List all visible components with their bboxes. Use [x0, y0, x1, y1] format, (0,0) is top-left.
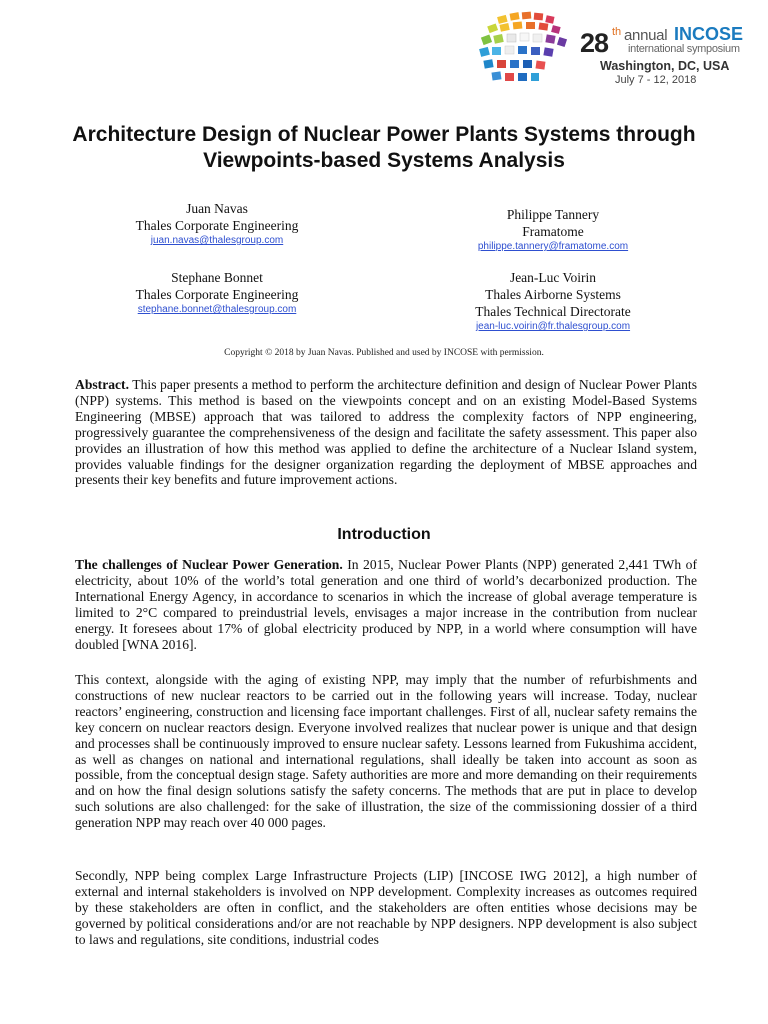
- author-name: Juan Navas: [186, 201, 248, 216]
- conference-logo: [470, 10, 760, 90]
- body-paragraph: Secondly, NPP being complex Large Infrastructure Projects (LIP) [INCOSE IWG 2012], a high number of external and internal stakeholders is involved on NPP development. Complexity increases as outcomes required by these stakeholders are often in conflict, and the stakeholders are often entities whose decisions may be governed by political considerations and/or are not reachable by NPP designers. NPP development is also subject to laws and regulations, site conditions, industrial codes: [75, 868, 697, 947]
- paragraph-lead: The challenges of Nuclear Power Generation.: [75, 557, 343, 572]
- edition-number: 28: [580, 28, 609, 58]
- section-heading-introduction: Introduction: [337, 526, 431, 543]
- author-affiliation: Framatome: [522, 224, 584, 239]
- conference-dates: July 7 - 12, 2018: [615, 74, 697, 86]
- author-name: Philippe Tannery: [506, 207, 600, 222]
- author-affiliation: Thales Airborne Systems: [485, 287, 621, 302]
- author-email-link[interactable]: jean-luc.voirin@fr.thalesgroup.com: [475, 321, 631, 332]
- copyright-notice: Copyright © 2018 by Juan Navas. Published and used by INCOSE with permission.: [224, 348, 544, 358]
- author-block: [67, 269, 367, 317]
- body-paragraph: [75, 557, 697, 652]
- author-email-link[interactable]: philippe.tannery@framatome.com: [477, 241, 629, 252]
- author-affiliation: Thales Corporate Engineering: [135, 218, 299, 233]
- author-email-link[interactable]: juan.navas@thalesgroup.com: [150, 235, 284, 246]
- author-name: Jean-Luc Voirin: [509, 270, 597, 285]
- abstract-label: Abstract.: [75, 377, 129, 392]
- mosaic-globe-icon: [470, 10, 580, 90]
- abstract-text: This paper presents a method to perform the architecture definition and design of Nuclear Power Plants (NPP) systems. This method is based on the viewpoints concept and on an existing Model-Based Systems Engineering (MBSE) approach that was tailored to address the complexity factors of NPP engineering, progressively guarantee the comprehensiveness of the design and facilitate the safety assessment. This paper also provides an illustration of how this method was applied to define the architecture of a Nuclear Island system, provides valuable findings for the designer organization regarding the deployment of MBSE approaches and presents their key benefits and future improvement actions.: [75, 377, 697, 488]
- annual-label: annual: [624, 27, 668, 44]
- author-block: [403, 206, 703, 254]
- author-email-link[interactable]: stephane.bonnet@thalesgroup.com: [137, 304, 297, 315]
- author-affiliation: Thales Corporate Engineering: [135, 287, 299, 302]
- incose-brand: INCOSE: [674, 24, 744, 44]
- author-block: [67, 200, 367, 248]
- edition-suffix: th: [612, 26, 622, 38]
- paper-title: Architecture Design of Nuclear Power Plants Systems through Viewpoints-based Systems Analysis: [72, 123, 696, 172]
- author-block: [403, 269, 703, 334]
- abstract-paragraph: [75, 377, 697, 488]
- body-paragraph: This context, alongside with the aging of existing NPP, may imply that the number of refurbishments and constructions of new nuclear reactors to be carried out in the following years will increase. Today, nuclear reactors’ engineering, construction and licensing face important challenges. First of all, nuclear safety remains the key concern on nuclear reactors design. Everyone involved realizes that nuclear power is unique and that design and processes shall be continuously improved to ensure nuclear safety. Lessons learned from Fukushima accident, as well as changes on national and international regulations, shall ideally be taken into account as soon as possible, from the conceptual design stage. Safety authorities are more and more demanding on their requirements and on how the final design solutions satisfy the safety concerns. The methods that are put in place to develop such solutions are also challenged: for the sake of illustration, the size of the commissioning dossier of a third generation NPP may reach over 40 000 pages.: [75, 672, 697, 831]
- paragraph-text: In 2015, Nuclear Power Plants (NPP) generated 2,441 TWh of electricity, about 10% of the world’s total generation and one third of world’s decarbonized production. The International Energy Agency, in accordance to scenarios in which the increase of global average temperature is limited to 2°C compared to preindustrial levels, envisages a major increase in the contribution from nuclear energy. It foresees about 17% of global electricity produced by NPP, in a world where consumption will have doubled [WNA 2016].: [75, 557, 697, 652]
- symposium-label: international symposium: [628, 43, 740, 55]
- conference-location: Washington, DC, USA: [600, 59, 730, 73]
- author-affiliation: Thales Technical Directorate: [475, 304, 631, 319]
- author-name: Stephane Bonnet: [171, 270, 263, 285]
